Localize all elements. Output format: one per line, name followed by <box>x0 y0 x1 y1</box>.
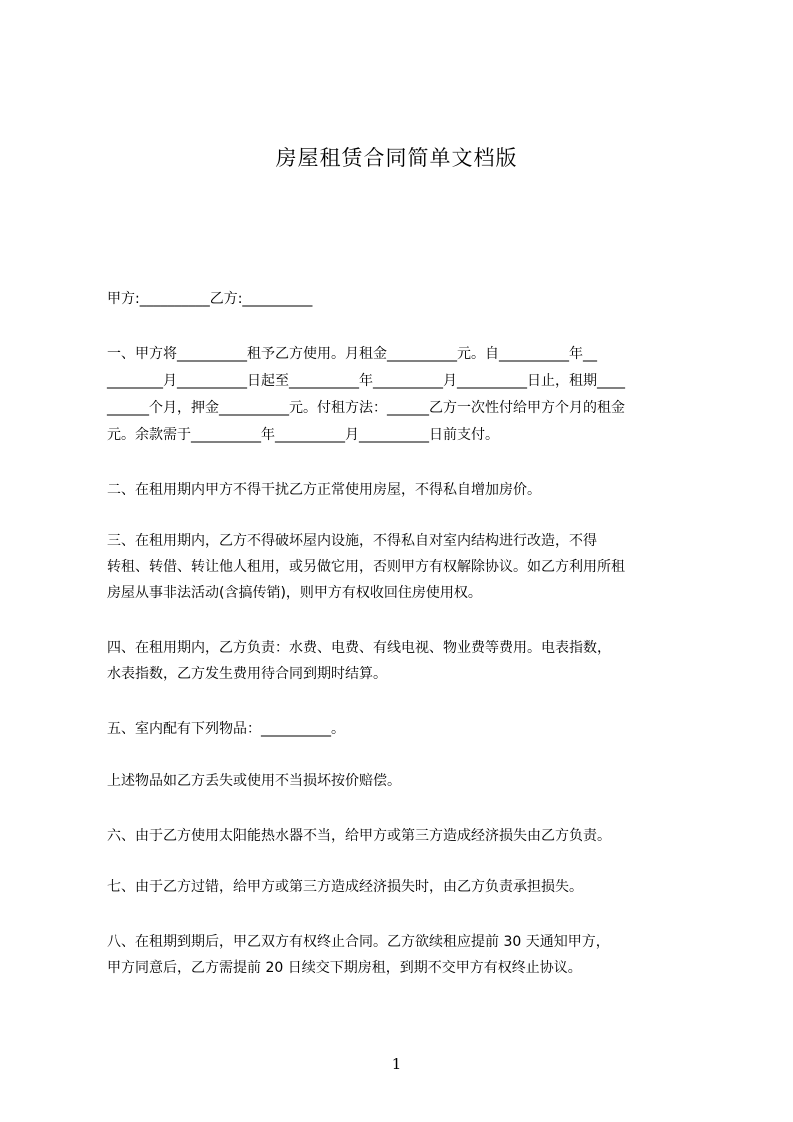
parties-line: 甲方:__________乙方:__________ <box>107 291 313 307</box>
clause8-line: 甲方同意后，乙方需提前 20 日续交下期房租，到期不交甲方有权终止协议。 <box>107 960 582 976</box>
clause1-line: 元。余款需于__________年__________月__________日前支付。 <box>107 427 499 443</box>
clause3-line: 转租、转借、转让他人租用，或另做它用，否则甲方有权解除协议。如乙方利用所租 <box>107 559 625 575</box>
page-number: 1 <box>391 1055 402 1073</box>
clause1-line: 一、甲方将__________租予乙方使用。月租金__________元。自__________年__ <box>107 346 597 362</box>
clause1-line: ________月__________日起至__________年__________月__________日止，租期____ <box>107 373 625 389</box>
clause8-line: 八、在租期到期后，甲乙双方有权终止合同。乙方欲续租应提前 30 天通知甲方， <box>107 934 610 950</box>
clause3-line: 三、在租用期内，乙方不得破坏屋内设施，不得私自对室内结构进行改造，不得 <box>107 533 597 549</box>
clause6-line: 六、由于乙方使用太阳能热水器不当，给甲方或第三方造成经济损失由乙方负责。 <box>107 828 611 844</box>
document-title: 房屋租赁合同简单文档版 <box>275 146 518 170</box>
clause3-line: 房屋从事非法活动(含搞传销)，则甲方有权收回住房使用权。 <box>107 585 482 601</box>
clause4-line: 四、在租用期内，乙方负责：水费、电费、有线电视、物业费等费用。电表指数， <box>107 640 611 656</box>
clause7-line: 七、由于乙方过错，给甲方或第三方造成经济损失时，由乙方负责承担损失。 <box>107 879 583 895</box>
clause5-note-line: 上述物品如乙方丢失或使用不当损坏按价赔偿。 <box>107 773 401 789</box>
clause5-line: 五、室内配有下列物品：__________。 <box>107 721 345 737</box>
clause2-line: 二、在租用期内甲方不得干扰乙方正常使用房屋，不得私自增加房价。 <box>107 482 541 498</box>
clause4-line: 水表指数，乙方发生费用待合同到期时结算。 <box>107 666 387 682</box>
clause1-line: ______个月，押金__________元。付租方法：______乙方一次性付给甲方个月的租金 <box>107 400 625 416</box>
